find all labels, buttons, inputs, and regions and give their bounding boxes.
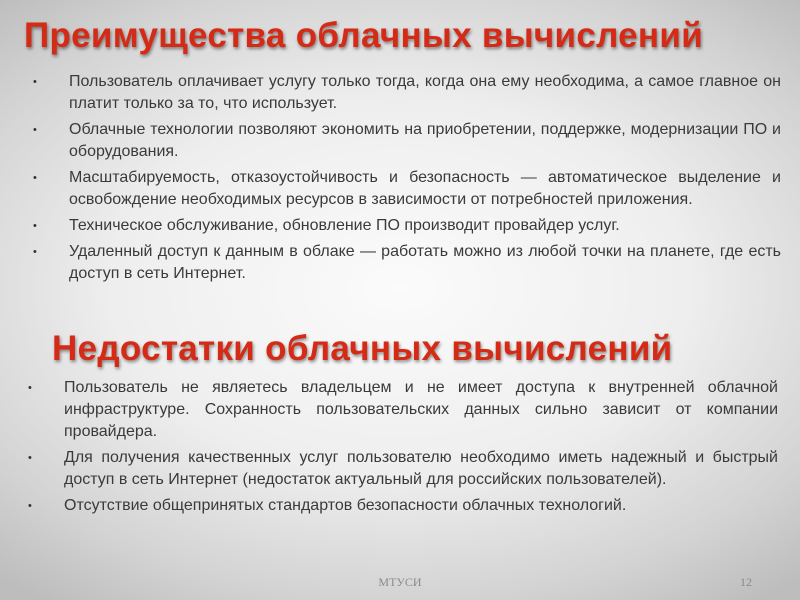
disadvantages-list <box>28 377 778 521</box>
bullet-icon: • <box>33 246 37 258</box>
list-item <box>33 215 781 237</box>
list-item <box>28 447 778 491</box>
list-item-text: Облачные технологии позволяют экономить на приобретении, поддержке, модернизации ПО и оборудования. <box>69 121 781 160</box>
list-item <box>33 119 781 163</box>
advantages-list <box>33 71 781 289</box>
list-item <box>28 377 778 443</box>
advantages-title: Преимущества облачных вычислений <box>24 16 704 55</box>
list-item-text: Отсутствие общепринятых стандартов безопасности облачных технологий. <box>64 497 627 514</box>
footer-organization: МТУСИ <box>378 575 422 589</box>
list-item <box>33 167 781 211</box>
bullet-icon: • <box>33 172 37 184</box>
list-item-text: Удаленный доступ к данным в облаке — работать можно из любой точки на планете, где есть доступ в сеть Интернет. <box>69 243 781 282</box>
list-item-text: Пользователь не являетесь владельцем и не имеет доступа к внутренней облачной инфраструктуре. Сохранность пользовательских данных сильно зависит от компании провайдера. <box>64 379 778 440</box>
list-item <box>33 71 781 115</box>
list-item-text: Пользователь оплачивает услугу только тогда, когда она ему необходима, а самое главное он платит только за то, что использует. <box>69 73 781 112</box>
bullet-icon: • <box>33 124 37 136</box>
list-item <box>28 495 778 517</box>
bullet-icon: • <box>33 220 37 232</box>
bullet-icon: • <box>33 76 37 88</box>
bullet-icon: • <box>28 500 32 512</box>
bullet-icon: • <box>28 452 32 464</box>
disadvantages-title: Недостатки облачных вычислений <box>52 329 673 368</box>
list-item-text: Масштабируемость, отказоустойчивость и безопасность — автоматическое выделение и освобождение необходимых ресурсов в зависимости от потребностей приложения. <box>69 169 781 208</box>
list-item-text: Для получения качественных услуг пользователю необходимо иметь надежный и быстрый доступ в сеть Интернет (недостаток актуальный для российских пользователей). <box>64 449 778 488</box>
page-number: 12 <box>740 575 752 589</box>
bullet-icon: • <box>28 382 32 394</box>
list-item <box>33 241 781 285</box>
list-item-text: Техническое обслуживание, обновление ПО производит провайдер услуг. <box>69 217 620 234</box>
